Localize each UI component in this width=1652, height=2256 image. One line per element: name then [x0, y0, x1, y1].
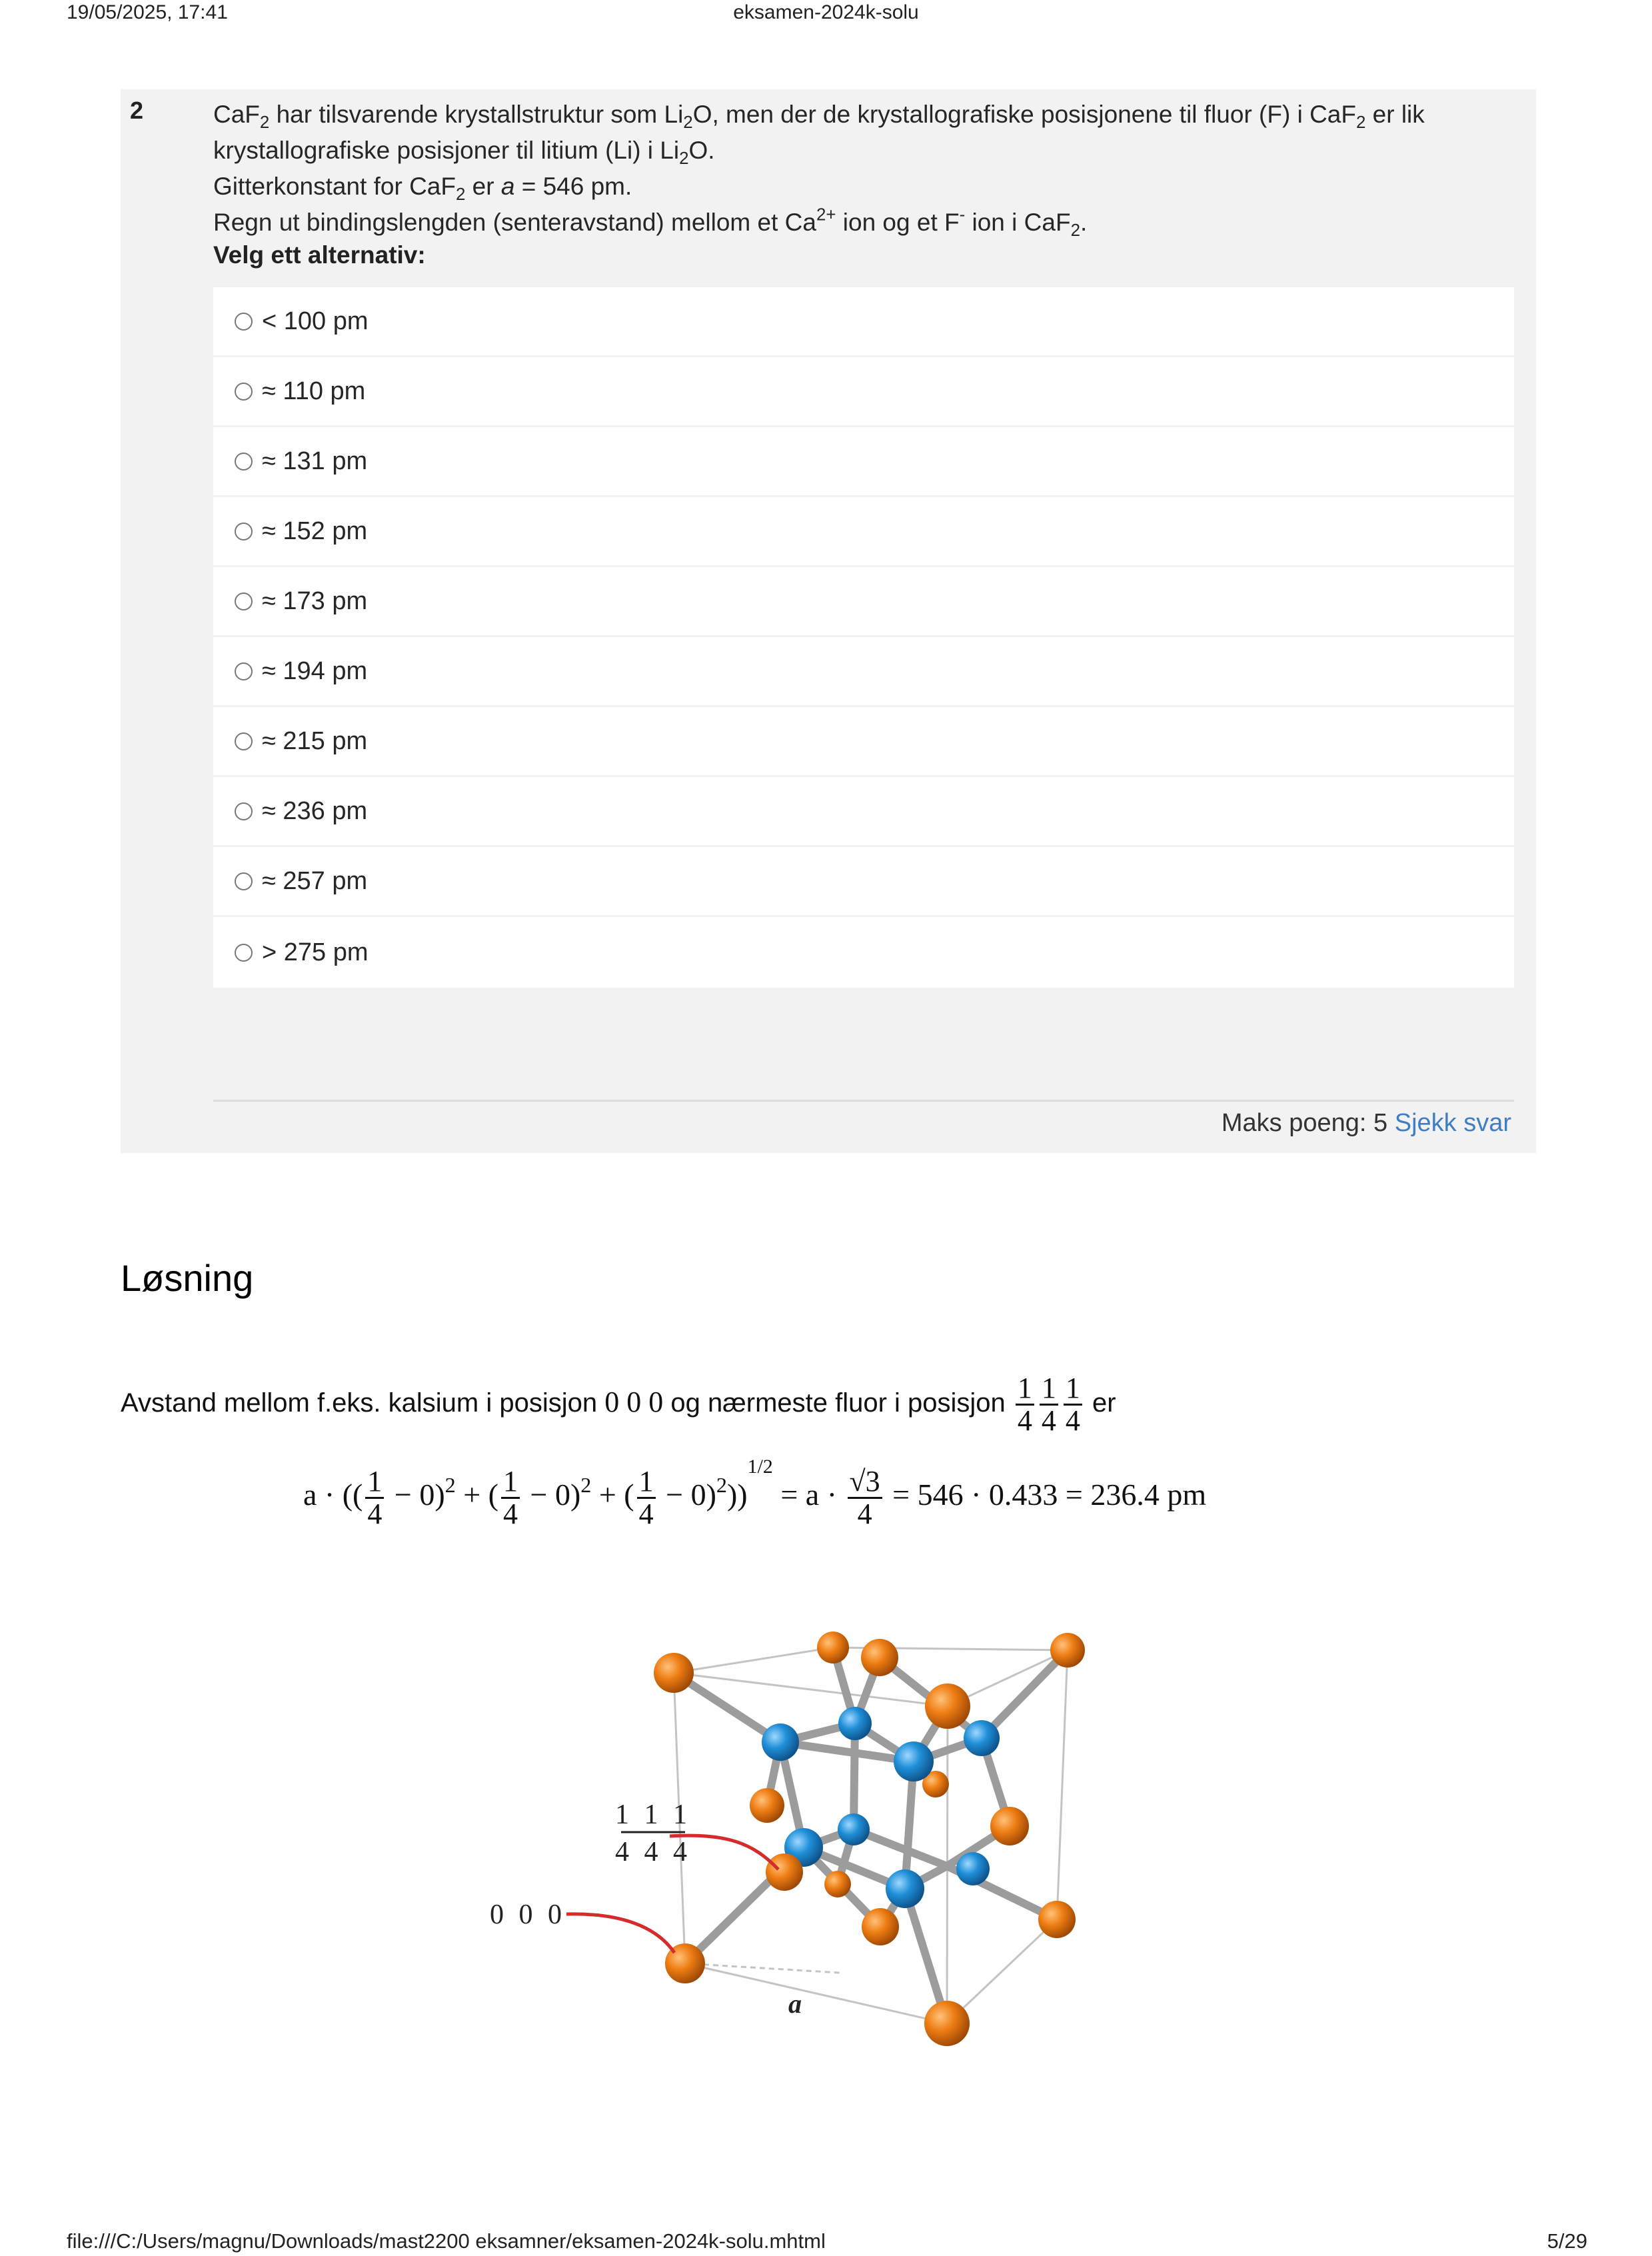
- fluorine-atom: [762, 1723, 799, 1761]
- calcium-atom: [925, 1684, 970, 1729]
- question-line-2: krystallografiske posisjoner til litium (Li) i $Li_2O$.: [213, 137, 715, 168]
- fluorine-atom: [838, 1707, 872, 1740]
- fluorite-crystal-figure: [466, 1600, 1133, 2066]
- calcium-atom: [861, 1639, 898, 1676]
- answer-option[interactable]: ≈ 257 pm: [213, 847, 1514, 917]
- distance-formula: a · (( $\frac{1}{4}$ − 0)$^2$ + ( $\frac{1}{4}$ − 0)$^2$ + ( $\frac{1}{4}$ − 0)$^2$))$^{1/2}$ = a · $\frac{√3}{4}$ = 546 · 0.433 = 236.4 pm: [303, 1456, 1207, 1530]
- radio-button[interactable]: [235, 662, 253, 680]
- divider: [213, 1100, 1514, 1102]
- choose-prompt: Velg ett alternativ:: [213, 241, 426, 269]
- fraction: $\frac{1}{4}$: [1040, 1373, 1058, 1436]
- pointer-origin: [566, 1914, 674, 1953]
- answer-option[interactable]: ≈ 173 pm: [213, 567, 1514, 637]
- label-origin: 0 0 0: [490, 1899, 566, 1930]
- question-number: 2: [130, 97, 144, 124]
- fluorine-atom: [838, 1813, 870, 1845]
- radio-button[interactable]: [235, 383, 253, 401]
- calcium-atom: [924, 2001, 970, 2046]
- origin-position: 0 0 0: [604, 1386, 664, 1419]
- label-quarter-numerators: 1 1 1: [615, 1799, 691, 1830]
- calcium-atom: [750, 1788, 784, 1823]
- solution-heading: Løsning: [121, 1257, 254, 1299]
- calcium-atom: [766, 1853, 803, 1891]
- fluorine-atom: [956, 1852, 990, 1885]
- solution-paragraph: Avstand mellom f.eks. kalsium i posisjon 0 0 0 og nærmeste fluor i posisjon $\frac{1}{4}$ $\frac{1}{4}$ $\frac{1}{4}$ er: [121, 1372, 1116, 1437]
- answer-option[interactable]: > 275 pm: [213, 917, 1514, 988]
- answer-option[interactable]: ≈ 215 pm: [213, 707, 1514, 777]
- answer-option[interactable]: < 100 pm: [213, 287, 1514, 357]
- fraction: $\frac{1}{4}$: [501, 1466, 520, 1530]
- question-line-1: CaF$_2$ har tilsvarende krystallstruktur som $Li_2O$, men der de krystallografiske posisjonene til fluor (F) i CaF$_2$ er lik: [213, 101, 1425, 132]
- radio-button[interactable]: [235, 523, 253, 541]
- print-file-path: file:///C:/Users/magnu/Downloads/mast2200 eksamner/eksamen-2024k-solu.mhtml: [67, 2229, 826, 2253]
- fraction: $\frac{1}{4}$: [1016, 1373, 1034, 1436]
- fluorine-atom: [964, 1720, 1000, 1756]
- calcium-atom: [654, 1653, 694, 1693]
- calcium-atom: [990, 1807, 1029, 1845]
- exponent-half: 1/2: [747, 1456, 773, 1478]
- question-line-3: Gitterkonstant for CaF$_2$ er a = 546 pm.: [213, 173, 632, 204]
- calcium-atom: [817, 1632, 849, 1664]
- max-points: Maks poeng: 5: [1221, 1109, 1388, 1137]
- radio-button[interactable]: [235, 872, 253, 890]
- radio-button[interactable]: [235, 453, 253, 471]
- calcium-atom: [862, 1908, 899, 1945]
- answer-options: [213, 287, 1514, 988]
- check-answer-link[interactable]: Sjekk svar: [1394, 1109, 1511, 1137]
- calcium-atom: [824, 1871, 851, 1897]
- radio-button[interactable]: [235, 592, 253, 610]
- radio-button[interactable]: [235, 732, 253, 750]
- answer-option[interactable]: ≈ 194 pm: [213, 637, 1514, 707]
- label-lattice-constant: a: [788, 1989, 802, 2019]
- answer-option[interactable]: ≈ 110 pm: [213, 357, 1514, 427]
- calcium-atom: [1038, 1901, 1076, 1938]
- fraction: $\frac{1}{4}$: [1064, 1373, 1082, 1436]
- radio-button[interactable]: [235, 313, 253, 331]
- question-line-4: Regn ut bindingslengden (senteravstand) mellom et $Ca^{2+}$ ion og et F- ion i CaF$_2$.: [213, 205, 1088, 240]
- answer-option[interactable]: ≈ 131 pm: [213, 427, 1514, 497]
- answer-option[interactable]: ≈ 152 pm: [213, 497, 1514, 567]
- label-quarter-denominators: 4 4 4: [615, 1837, 691, 1867]
- print-page-number: 5/29: [1547, 2229, 1587, 2253]
- question-text: [213, 97, 1519, 241]
- calcium-atom: [1050, 1633, 1085, 1668]
- answer-option[interactable]: ≈ 236 pm: [213, 777, 1514, 847]
- question-footer: [1222, 1109, 1511, 1138]
- fraction: $\frac{1}{4}$: [637, 1466, 656, 1530]
- fluorine-atom: [894, 1741, 934, 1781]
- print-title: eksamen-2024k-solu: [733, 1, 919, 23]
- radio-button[interactable]: [235, 944, 253, 962]
- fluorine-atom: [886, 1869, 924, 1908]
- fraction: $\frac{1}{4}$: [365, 1466, 384, 1530]
- fraction: $\frac{√3}{4}$: [848, 1466, 882, 1530]
- print-datetime: 19/05/2025, 17:41: [67, 1, 228, 23]
- radio-button[interactable]: [235, 802, 253, 820]
